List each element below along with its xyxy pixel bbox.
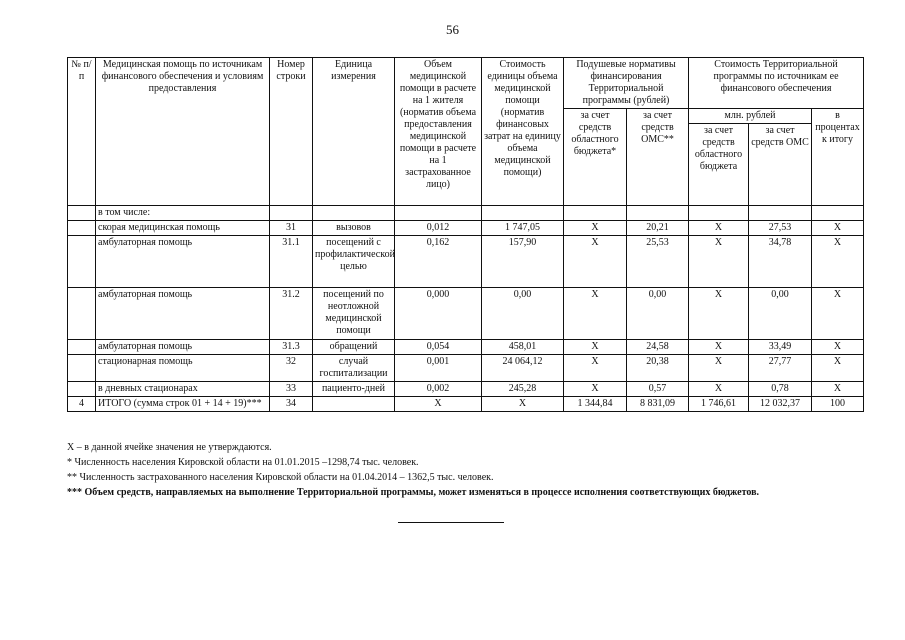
cell-cost: 458,01 (482, 340, 564, 355)
cell-pc-oms: 0,00 (627, 288, 689, 340)
cell-line: 32 (270, 355, 313, 382)
table-row (68, 236, 864, 288)
cell-pc-budget (564, 206, 627, 221)
cell-pc-oms: 25,53 (627, 236, 689, 288)
table-row (68, 288, 864, 340)
cell-c-oms: 0,00 (749, 288, 812, 340)
cell-name: в дневных стационарах (96, 382, 270, 397)
cell-line: 34 (270, 397, 313, 412)
cell-pct: X (812, 382, 864, 397)
header-num: № п/п (68, 58, 96, 206)
table-row (68, 206, 864, 221)
header-per-capita-budget: за счет средств областного бюджета* (564, 109, 627, 206)
cell-cost: 24 064,12 (482, 355, 564, 382)
cell-name: стационарная помощь (96, 355, 270, 382)
cell-line: 31.3 (270, 340, 313, 355)
table-row (68, 382, 864, 397)
cell-volume: 0,162 (395, 236, 482, 288)
total-row (68, 397, 864, 412)
cell-pct: X (812, 236, 864, 288)
cell-pct: X (812, 355, 864, 382)
table-row (68, 221, 864, 236)
cell-cost: 1 747,05 (482, 221, 564, 236)
header-cost-oms: за счет средств ОМС (749, 124, 812, 206)
cell-unit (313, 397, 395, 412)
cell-c-oms (749, 206, 812, 221)
cell-num (68, 340, 96, 355)
cell-pct (812, 206, 864, 221)
cell-num (68, 355, 96, 382)
cell-name: амбулаторная помощь (96, 236, 270, 288)
cell-pc-budget: X (564, 382, 627, 397)
cell-pct: X (812, 221, 864, 236)
header-mln-rub: млн. рублей (689, 109, 812, 124)
cell-volume: 0,012 (395, 221, 482, 236)
header-row-1 (68, 58, 864, 109)
cell-num (68, 288, 96, 340)
cell-num (68, 206, 96, 221)
cell-pc-oms (627, 206, 689, 221)
cell-cost: 245,28 (482, 382, 564, 397)
cell-name: амбулаторная помощь (96, 340, 270, 355)
cell-pct: X (812, 288, 864, 340)
cell-unit: обращений (313, 340, 395, 355)
cell-c-oms: 34,78 (749, 236, 812, 288)
cell-volume: 0,001 (395, 355, 482, 382)
cell-c-budget: X (689, 340, 749, 355)
cell-c-oms: 12 032,37 (749, 397, 812, 412)
header-row-number: Номер строки (270, 58, 313, 206)
header-per-capita-oms: за счет средств ОМС** (627, 109, 689, 206)
cell-pc-oms: 20,38 (627, 355, 689, 382)
cell-volume: 0,000 (395, 288, 482, 340)
footnote-population: * Численность населения Кировской области на 01.01.2015 –1298,74 тыс. человек. (67, 457, 419, 468)
header-percent: в процентах к итогу (812, 109, 864, 206)
cell-volume: X (395, 397, 482, 412)
cell-line: 31 (270, 221, 313, 236)
cell-cost: 157,90 (482, 236, 564, 288)
cell-pct: 100 (812, 397, 864, 412)
cell-unit (313, 206, 395, 221)
cell-num: 4 (68, 397, 96, 412)
cell-name: амбулаторная помощь (96, 288, 270, 340)
cell-name: в том числе: (96, 206, 270, 221)
cell-line: 31.1 (270, 236, 313, 288)
cell-pc-oms: 20,21 (627, 221, 689, 236)
cell-num (68, 221, 96, 236)
cell-pc-budget: X (564, 340, 627, 355)
header-cost-budget: за счет средств областного бюджета (689, 124, 749, 206)
cell-c-oms: 27,53 (749, 221, 812, 236)
cell-line (270, 206, 313, 221)
cell-c-budget: 1 746,61 (689, 397, 749, 412)
cell-c-oms: 27,77 (749, 355, 812, 382)
cell-c-budget: X (689, 382, 749, 397)
cell-num (68, 236, 96, 288)
cell-pct: X (812, 340, 864, 355)
program-cost-table (67, 57, 864, 412)
cell-c-oms: 0,78 (749, 382, 812, 397)
cell-name: ИТОГО (сумма строк 01 + 14 + 19)*** (96, 397, 270, 412)
cell-pc-oms: 24,58 (627, 340, 689, 355)
cell-pc-budget: X (564, 355, 627, 382)
table-row (68, 340, 864, 355)
cell-unit: вызовов (313, 221, 395, 236)
cell-pc-budget: 1 344,84 (564, 397, 627, 412)
page-number: 56 (446, 22, 459, 37)
footnote-x: X – в данной ячейке значения не утверждаются. (67, 442, 272, 453)
cell-unit: посещений с профилактической целью (313, 236, 395, 288)
cell-line: 33 (270, 382, 313, 397)
cell-cost: X (482, 397, 564, 412)
footnote-insured: ** Численность застрахованного населения Кировской области на 01.04.2014 – 1362,5 тыс. человек. (67, 472, 494, 483)
footnotes (67, 440, 759, 500)
cell-name: скорая медицинская помощь (96, 221, 270, 236)
cell-volume: 0,002 (395, 382, 482, 397)
cell-c-budget (689, 206, 749, 221)
cell-unit: посещений по неотложной медицинской помощи (313, 288, 395, 340)
cell-c-budget: X (689, 236, 749, 288)
cell-pc-oms: 0,57 (627, 382, 689, 397)
cell-pc-budget: X (564, 236, 627, 288)
cell-pc-budget: X (564, 221, 627, 236)
header-program-cost: Стоимость Территориальной программы по источникам ее финансового обеспечения (689, 58, 864, 109)
cell-unit: случай госпитализации (313, 355, 395, 382)
separator-line (398, 522, 504, 523)
cell-volume (395, 206, 482, 221)
table-row (68, 355, 864, 382)
cell-pc-oms: 8 831,09 (627, 397, 689, 412)
cell-c-oms: 33,49 (749, 340, 812, 355)
cell-unit: пациенто-дней (313, 382, 395, 397)
cell-cost: 0,00 (482, 288, 564, 340)
header-med-help: Медицинская помощь по источникам финансового обеспечения и условиям предоставления (96, 58, 270, 206)
cell-line: 31.2 (270, 288, 313, 340)
header-cost-unit: Стоимость единицы объема медицинской помощи (норматив финансовых затрат на единицу объема медицинской помощи) (482, 58, 564, 206)
cell-num (68, 382, 96, 397)
cell-c-budget: X (689, 221, 749, 236)
cell-volume: 0,054 (395, 340, 482, 355)
cell-pc-budget: X (564, 288, 627, 340)
header-volume: Объем медицинской помощи в расчете на 1 жителя (норматив объема предоставления медицинской помощи в расчете на 1 застрахованное лицо) (395, 58, 482, 206)
cell-c-budget: X (689, 288, 749, 340)
footnote-program-volume: *** Объем средств, направляемых на выполнение Территориальной программы, может изменяться в процессе исполнения соответствующих бюджетов. (67, 487, 760, 498)
cell-c-budget: X (689, 355, 749, 382)
header-unit: Единица измерения (313, 58, 395, 206)
cell-cost (482, 206, 564, 221)
header-per-capita: Подушевые нормативы финансирования Территориальной программы (рублей) (564, 58, 689, 109)
